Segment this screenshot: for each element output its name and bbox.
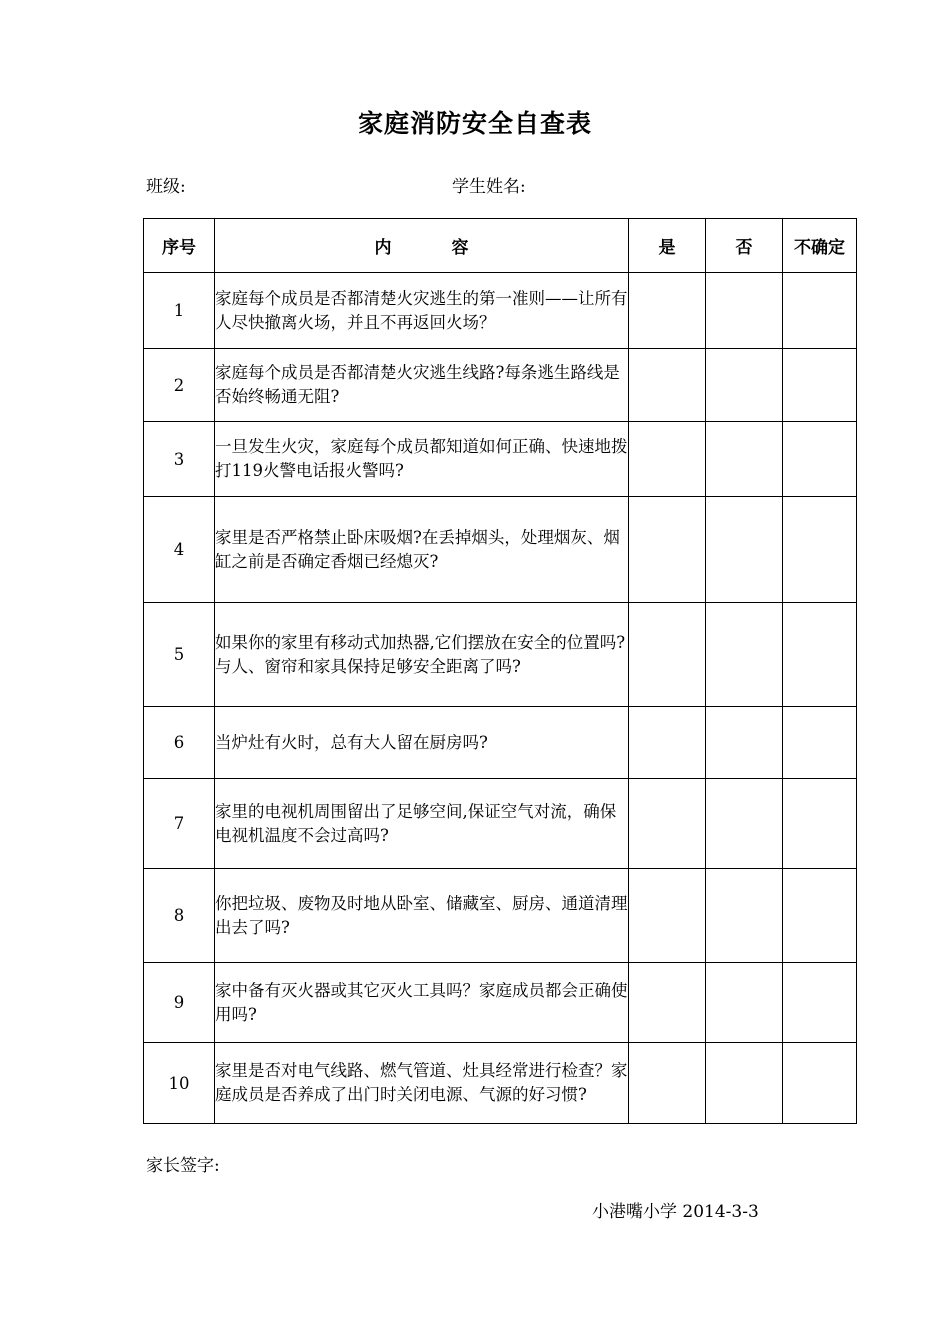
unsure-cell[interactable] <box>783 422 857 497</box>
yes-cell[interactable] <box>629 349 706 422</box>
row-content: 如果你的家里有移动式加热器,它们摆放在安全的位置吗?与人、窗帘和家具保持足够安全距离了吗? <box>215 603 629 707</box>
header-content-right: 容 <box>451 238 469 258</box>
table-row <box>144 707 857 779</box>
row-seq: 2 <box>144 349 215 422</box>
header-seq: 序号 <box>144 219 215 273</box>
unsure-cell[interactable] <box>783 779 857 869</box>
unsure-cell[interactable] <box>783 963 857 1043</box>
header-content <box>215 219 629 273</box>
checklist-table <box>143 218 857 1124</box>
row-seq: 9 <box>144 963 215 1043</box>
table-row <box>144 273 857 349</box>
header-unsure: 不确定 <box>783 219 857 273</box>
unsure-cell[interactable] <box>783 1043 857 1124</box>
no-cell[interactable] <box>706 497 783 603</box>
unsure-cell[interactable] <box>783 869 857 963</box>
no-cell[interactable] <box>706 422 783 497</box>
page-title: 家庭消防安全自查表 <box>357 109 592 138</box>
no-cell[interactable] <box>706 869 783 963</box>
school-date: 小港嘴小学 2014-3-3 <box>592 1202 759 1222</box>
unsure-cell[interactable] <box>783 273 857 349</box>
row-seq: 5 <box>144 603 215 707</box>
no-cell[interactable] <box>706 963 783 1043</box>
yes-cell[interactable] <box>629 963 706 1043</box>
yes-cell[interactable] <box>629 603 706 707</box>
row-seq: 10 <box>144 1043 215 1124</box>
unsure-cell[interactable] <box>783 497 857 603</box>
row-content: 家庭每个成员是否都清楚火灾逃生线路?每条逃生路线是否始终畅通无阻? <box>215 349 629 422</box>
row-seq: 7 <box>144 779 215 869</box>
row-seq: 6 <box>144 707 215 779</box>
table-row <box>144 349 857 422</box>
table-row <box>144 963 857 1043</box>
row-content: 一旦发生火灾，家庭每个成员都知道如何正确、快速地拨打119火警电话报火警吗? <box>215 422 629 497</box>
table-row <box>144 497 857 603</box>
row-content: 家庭每个成员是否都清楚火灾逃生的第一准则——让所有人尽快撤离火场，并且不再返回火场？ <box>215 273 629 349</box>
row-content: 家中备有灭火器或其它灭火工具吗？家庭成员都会正确使用吗? <box>215 963 629 1043</box>
header-content-left: 内 <box>374 238 392 258</box>
row-seq: 1 <box>144 273 215 349</box>
unsure-cell[interactable] <box>783 603 857 707</box>
table-header-row <box>144 219 857 273</box>
student-name-label: 学生姓名: <box>452 177 526 197</box>
row-seq: 4 <box>144 497 215 603</box>
class-label: 班级: <box>146 177 186 197</box>
no-cell[interactable] <box>706 273 783 349</box>
yes-cell[interactable] <box>629 707 706 779</box>
header-no: 否 <box>706 219 783 273</box>
row-content: 你把垃圾、废物及时地从卧室、储藏室、厨房、通道清理出去了吗? <box>215 869 629 963</box>
no-cell[interactable] <box>706 1043 783 1124</box>
table-row <box>144 869 857 963</box>
row-content: 家里是否对电气线路、燃气管道、灶具经常进行检查？家庭成员是否养成了出门时关闭电源、气源的好习惯? <box>215 1043 629 1124</box>
unsure-cell[interactable] <box>783 707 857 779</box>
yes-cell[interactable] <box>629 869 706 963</box>
no-cell[interactable] <box>706 707 783 779</box>
yes-cell[interactable] <box>629 497 706 603</box>
yes-cell[interactable] <box>629 273 706 349</box>
row-seq: 3 <box>144 422 215 497</box>
parent-signature-label: 家长签字: <box>146 1156 220 1176</box>
unsure-cell[interactable] <box>783 349 857 422</box>
row-content: 家里的电视机周围留出了足够空间,保证空气对流，确保电视机温度不会过高吗? <box>215 779 629 869</box>
table-row <box>144 779 857 869</box>
yes-cell[interactable] <box>629 1043 706 1124</box>
no-cell[interactable] <box>706 349 783 422</box>
no-cell[interactable] <box>706 779 783 869</box>
yes-cell[interactable] <box>629 779 706 869</box>
header-yes: 是 <box>629 219 706 273</box>
yes-cell[interactable] <box>629 422 706 497</box>
table-row <box>144 603 857 707</box>
row-content: 家里是否严格禁止卧床吸烟?在丢掉烟头，处理烟灰、烟缸之前是否确定香烟已经熄灭? <box>215 497 629 603</box>
no-cell[interactable] <box>706 603 783 707</box>
table-row <box>144 422 857 497</box>
table-row <box>144 1043 857 1124</box>
row-content: 当炉灶有火时，总有大人留在厨房吗? <box>215 707 629 779</box>
row-seq: 8 <box>144 869 215 963</box>
